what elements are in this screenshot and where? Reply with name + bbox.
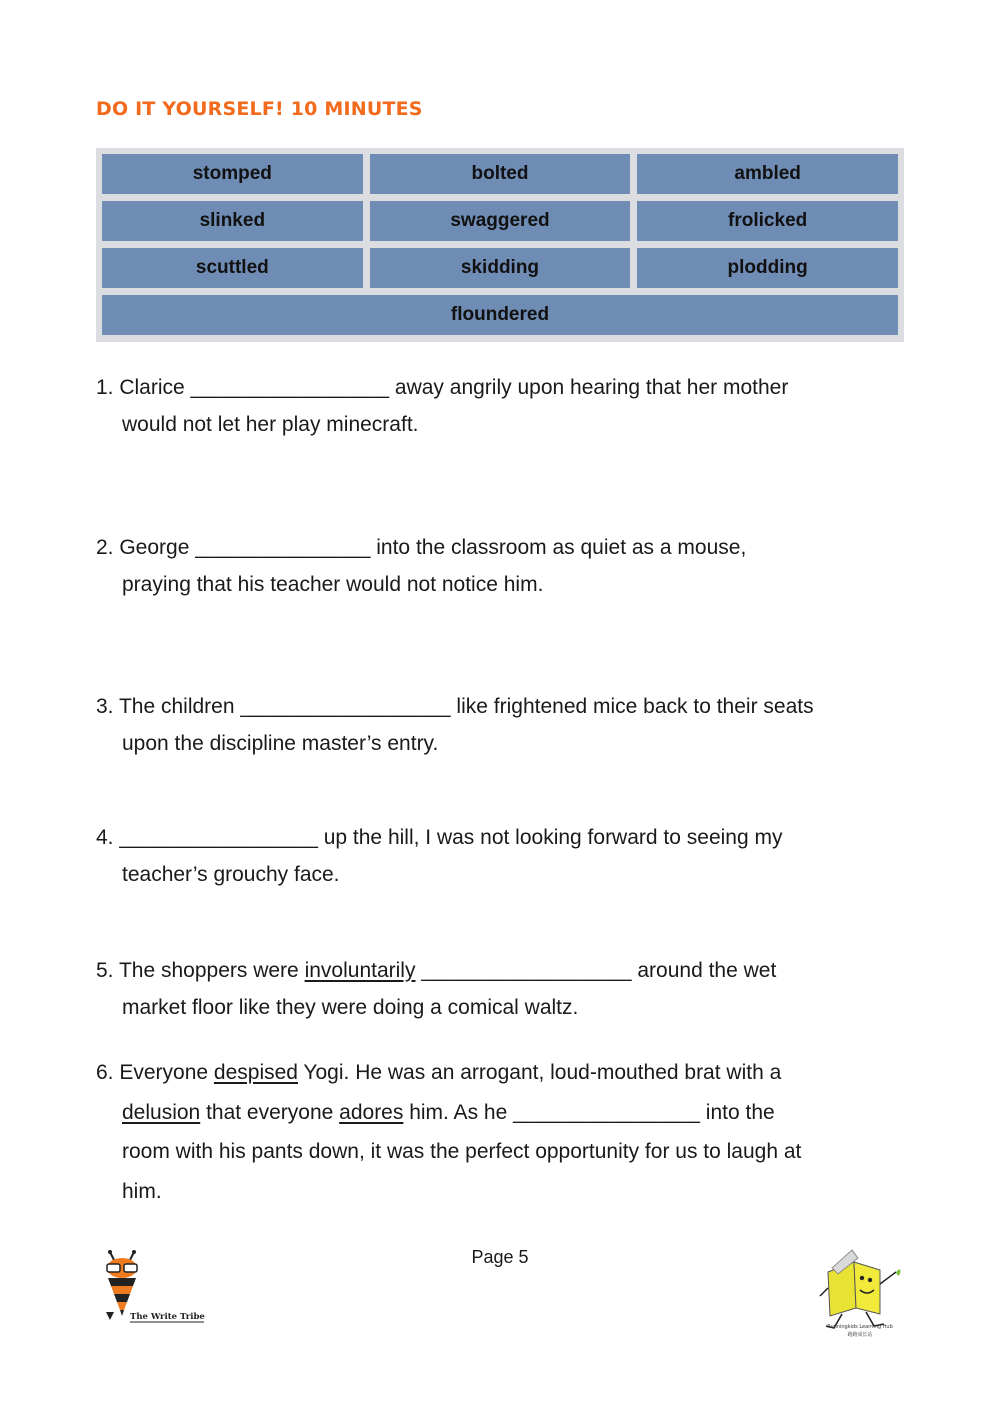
question-text: him.: [122, 1179, 162, 1203]
question-text: 1. Clarice _________________ away angrily upon hearing that her mother: [96, 376, 789, 399]
word-bank-table: [96, 148, 904, 342]
underlined-word: delusion: [122, 1100, 201, 1124]
underlined-word: despised: [213, 1061, 298, 1084]
question-text: praying that his teacher would not notice him.: [122, 573, 544, 596]
question-text: teacher’s grouchy face.: [122, 863, 340, 886]
page-number: Page 5: [471, 1247, 529, 1267]
question-text: room with his pants down, it was the perfect opportunity for us to laugh at: [122, 1140, 802, 1163]
question-text: 3. The children __________________ like frightened mice back to their seats: [96, 695, 814, 718]
word-bank-cell: slinked: [102, 201, 363, 241]
question-text: delusion that everyone adores him. As he ________________ into the: [122, 1100, 775, 1124]
question-4: [96, 819, 916, 893]
question-5: [96, 952, 916, 1026]
word-bank-cell-wide: floundered: [102, 295, 898, 335]
word-bank-cell: stomped: [102, 154, 363, 194]
logo-text: Runningkids Learning Hub: [827, 1324, 893, 1330]
question-text: 5. The shoppers were involuntarily __________________ around the wet: [96, 959, 777, 982]
page-heading: DO IT YOURSELF! 10 MINUTES: [96, 98, 423, 120]
question-3: [96, 688, 916, 762]
underlined-word: involuntarily: [304, 959, 416, 982]
question-text: 4. _________________ up the hill, I was not looking forward to seeing my: [96, 826, 783, 849]
logo-text: The Write Tribe: [130, 1312, 205, 1322]
question-text: market floor like they were doing a comical waltz.: [122, 996, 579, 1019]
word-bank-cell: swaggered: [370, 201, 631, 241]
word-bank-cell: scuttled: [102, 248, 363, 288]
question-text: 2. George _______________ into the classroom as quiet as a mouse,: [96, 536, 747, 559]
question-2: [96, 529, 916, 603]
bee-mascot-icon: [100, 1250, 210, 1330]
word-bank-cell: bolted: [370, 154, 631, 194]
question-text: 6. Everyone despised Yogi. He was an arrogant, loud-mouthed brat with a: [96, 1061, 782, 1084]
word-bank-cell: frolicked: [637, 201, 898, 241]
running-book-icon: [812, 1244, 908, 1344]
question-text: would not let her play minecraft.: [122, 413, 419, 436]
word-bank-cell: skidding: [370, 248, 631, 288]
word-bank-cell: ambled: [637, 154, 898, 194]
logo-subtext: 跑跑成长站: [847, 1332, 873, 1338]
question-6: [96, 1053, 916, 1211]
question-text: upon the discipline master’s entry.: [122, 732, 439, 755]
word-bank-cell: plodding: [637, 248, 898, 288]
question-1: [96, 369, 916, 443]
underlined-word: adores: [339, 1100, 404, 1124]
